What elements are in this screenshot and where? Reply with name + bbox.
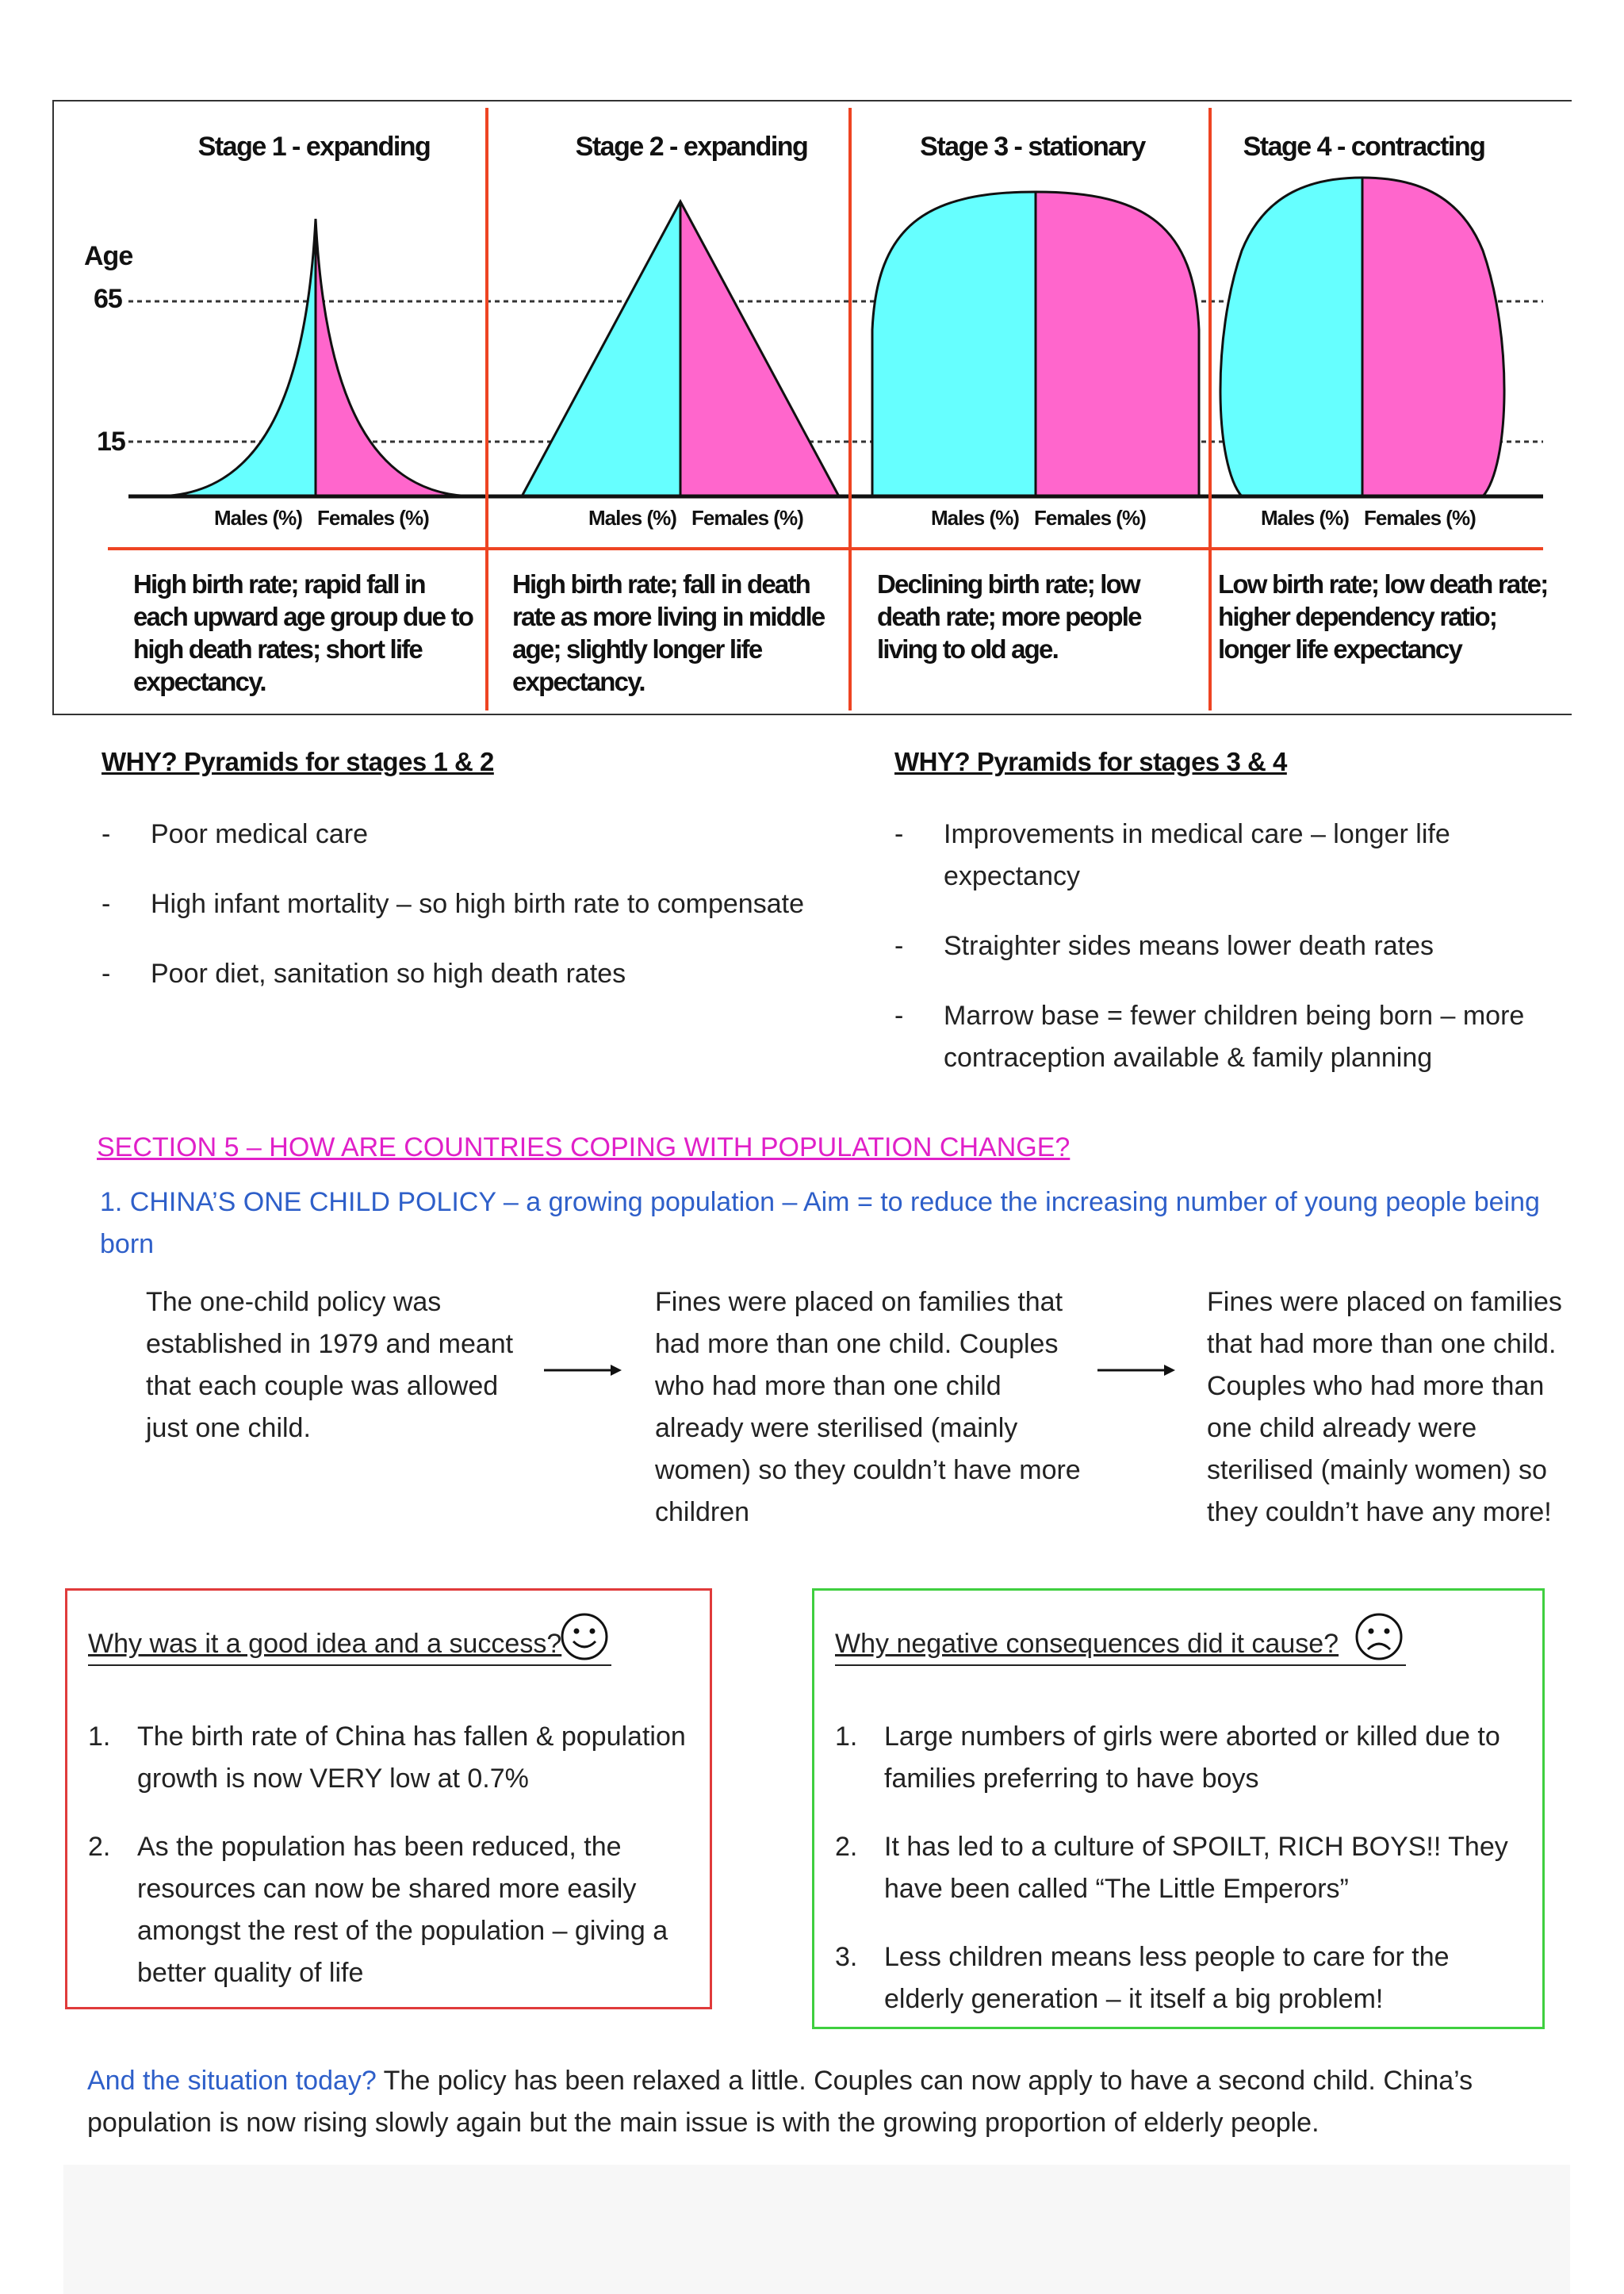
list-number: 2. bbox=[835, 1832, 858, 1862]
sad-face-icon bbox=[1354, 1611, 1404, 1662]
list-item bbox=[835, 1716, 1517, 1800]
arrow-right-icon bbox=[1097, 1362, 1177, 1378]
list-text: It has led to a culture of SPOILT, RICH BOYS!! They have been called “The Little Emperors” bbox=[884, 1832, 1508, 1904]
success-heading: Why was it a good idea and a success? bbox=[88, 1629, 562, 1659]
list-item: - Improvements in medical care – longer life expectancy bbox=[894, 814, 1561, 898]
list-item: - Straighter sides means lower death rates bbox=[894, 925, 1561, 967]
list-item: - Marrow base = fewer children being born – more contraception available & family planning bbox=[894, 995, 1561, 1079]
list-item: - Poor diet, sanitation so high death rates bbox=[102, 953, 863, 995]
heading-underline-extension bbox=[835, 1664, 1406, 1667]
consequences-list bbox=[835, 1716, 1517, 2047]
age-65-label: 65 bbox=[94, 284, 122, 314]
policy-step-3: Fines were placed on families that had more than one child. Couples who had more than one child already were sterilised (mainly women) so they couldn’t have any more! bbox=[1207, 1287, 1562, 1527]
list-item: - Poor medical care bbox=[102, 814, 863, 856]
heading-underline-extension bbox=[88, 1664, 611, 1667]
list-text: Less children means less people to care for the elderly generation – it itself a big problem! bbox=[884, 1942, 1450, 2014]
policy-step-2: Fines were placed on families that had more than one child. Couples who had more than one child already were sterilised (mainly women) so they couldn’t have more children bbox=[655, 1287, 1081, 1527]
list-text: Large numbers of girls were aborted or killed due to families preferring to have boys bbox=[884, 1721, 1500, 1794]
list-item bbox=[88, 1716, 691, 1800]
stage1-males-shape bbox=[155, 219, 316, 496]
section-5-title: SECTION 5 – HOW ARE COUNTRIES COPING WITH POPULATION CHANGE? bbox=[97, 1132, 1071, 1162]
stage3-females-label: Females (%) bbox=[1034, 506, 1146, 530]
list-number: 1. bbox=[835, 1721, 858, 1752]
list-number: 3. bbox=[835, 1942, 858, 1972]
stage4-males-shape bbox=[1220, 178, 1362, 496]
list-number: 2. bbox=[88, 1832, 111, 1862]
success-list bbox=[88, 1716, 691, 2020]
list-number: 1. bbox=[88, 1721, 111, 1752]
stage4-description: Low birth rate; low death rate; higher dependency ratio; longer life expectancy bbox=[1218, 569, 1548, 664]
stage1-males-label: Males (%) bbox=[214, 506, 302, 530]
success-box bbox=[65, 1588, 712, 2009]
list-text: As the population has been reduced, the resources can now be shared more easily amongst the rest of the population – giving a better quality of life bbox=[137, 1832, 668, 1988]
policy-step-1: The one-child policy was established in 1979 and meant that each couple was allowed just one child. bbox=[146, 1287, 514, 1443]
situation-today-paragraph bbox=[87, 2060, 1546, 2144]
stage2-males-label: Males (%) bbox=[588, 506, 676, 530]
consequences-heading: Why negative consequences did it cause? bbox=[835, 1629, 1339, 1659]
stage3-males-shape bbox=[872, 192, 1036, 496]
age-15-label: 15 bbox=[97, 427, 125, 457]
stage3-females-shape bbox=[1036, 192, 1199, 496]
stage2-title: Stage 2 - expanding bbox=[575, 132, 808, 162]
stage3-title: Stage 3 - stationary bbox=[920, 132, 1145, 162]
situation-today-lead: And the situation today? bbox=[87, 2066, 377, 2096]
list-item bbox=[835, 1826, 1517, 1910]
stage3-males-label: Males (%) bbox=[931, 506, 1019, 530]
stage4-males-label: Males (%) bbox=[1261, 506, 1349, 530]
one-child-policy-heading: 1. CHINA’S ONE CHILD POLICY – a growing population – Aim = to reduce the increasing number of young people being born bbox=[100, 1187, 1540, 1259]
list-item bbox=[88, 1826, 691, 1994]
stage1-description: High birth rate; rapid fall in each upward age group due to high death rates; short life expectancy. bbox=[133, 569, 473, 696]
why-stages-1-2-list bbox=[102, 814, 863, 1023]
why-stages-1-2-heading: WHY? Pyramids for stages 1 & 2 bbox=[102, 747, 494, 776]
list-item: - High infant mortality – so high birth rate to compensate bbox=[102, 883, 863, 925]
stage1-females-label: Females (%) bbox=[317, 506, 429, 530]
why-stages-3-4-list bbox=[894, 814, 1561, 1107]
list-item bbox=[835, 1936, 1517, 2020]
why-stages-3-4-heading: WHY? Pyramids for stages 3 & 4 bbox=[894, 747, 1287, 776]
stage4-title: Stage 4 - contracting bbox=[1243, 132, 1485, 162]
list-text: The birth rate of China has fallen & population growth is now VERY low at 0.7% bbox=[137, 1721, 686, 1794]
stage2-females-label: Females (%) bbox=[691, 506, 803, 530]
stage2-description: High birth rate; fall in death rate as more living in middle age; slightly longer life expectancy. bbox=[512, 569, 825, 696]
consequences-box bbox=[812, 1588, 1545, 2029]
arrow-right-icon bbox=[544, 1362, 623, 1378]
age-axis-label: Age bbox=[84, 241, 133, 271]
situation-today-body: The policy has been relaxed a little. Couples can now apply to have a second child. China’s population is now rising slowly again but the main issue is with the growing proportion of elderly people. bbox=[87, 2066, 1473, 2138]
smiley-face-icon bbox=[559, 1611, 610, 1662]
stage4-females-label: Females (%) bbox=[1364, 506, 1476, 530]
stage1-title: Stage 1 - expanding bbox=[197, 132, 431, 162]
stage4-females-shape bbox=[1362, 178, 1504, 496]
page-bottom-band bbox=[63, 2165, 1570, 2294]
population-pyramid-figure bbox=[52, 100, 1572, 714]
stage3-description: Declining birth rate; low death rate; more people living to old age. bbox=[877, 569, 1141, 664]
stage1-females-shape bbox=[316, 219, 476, 496]
